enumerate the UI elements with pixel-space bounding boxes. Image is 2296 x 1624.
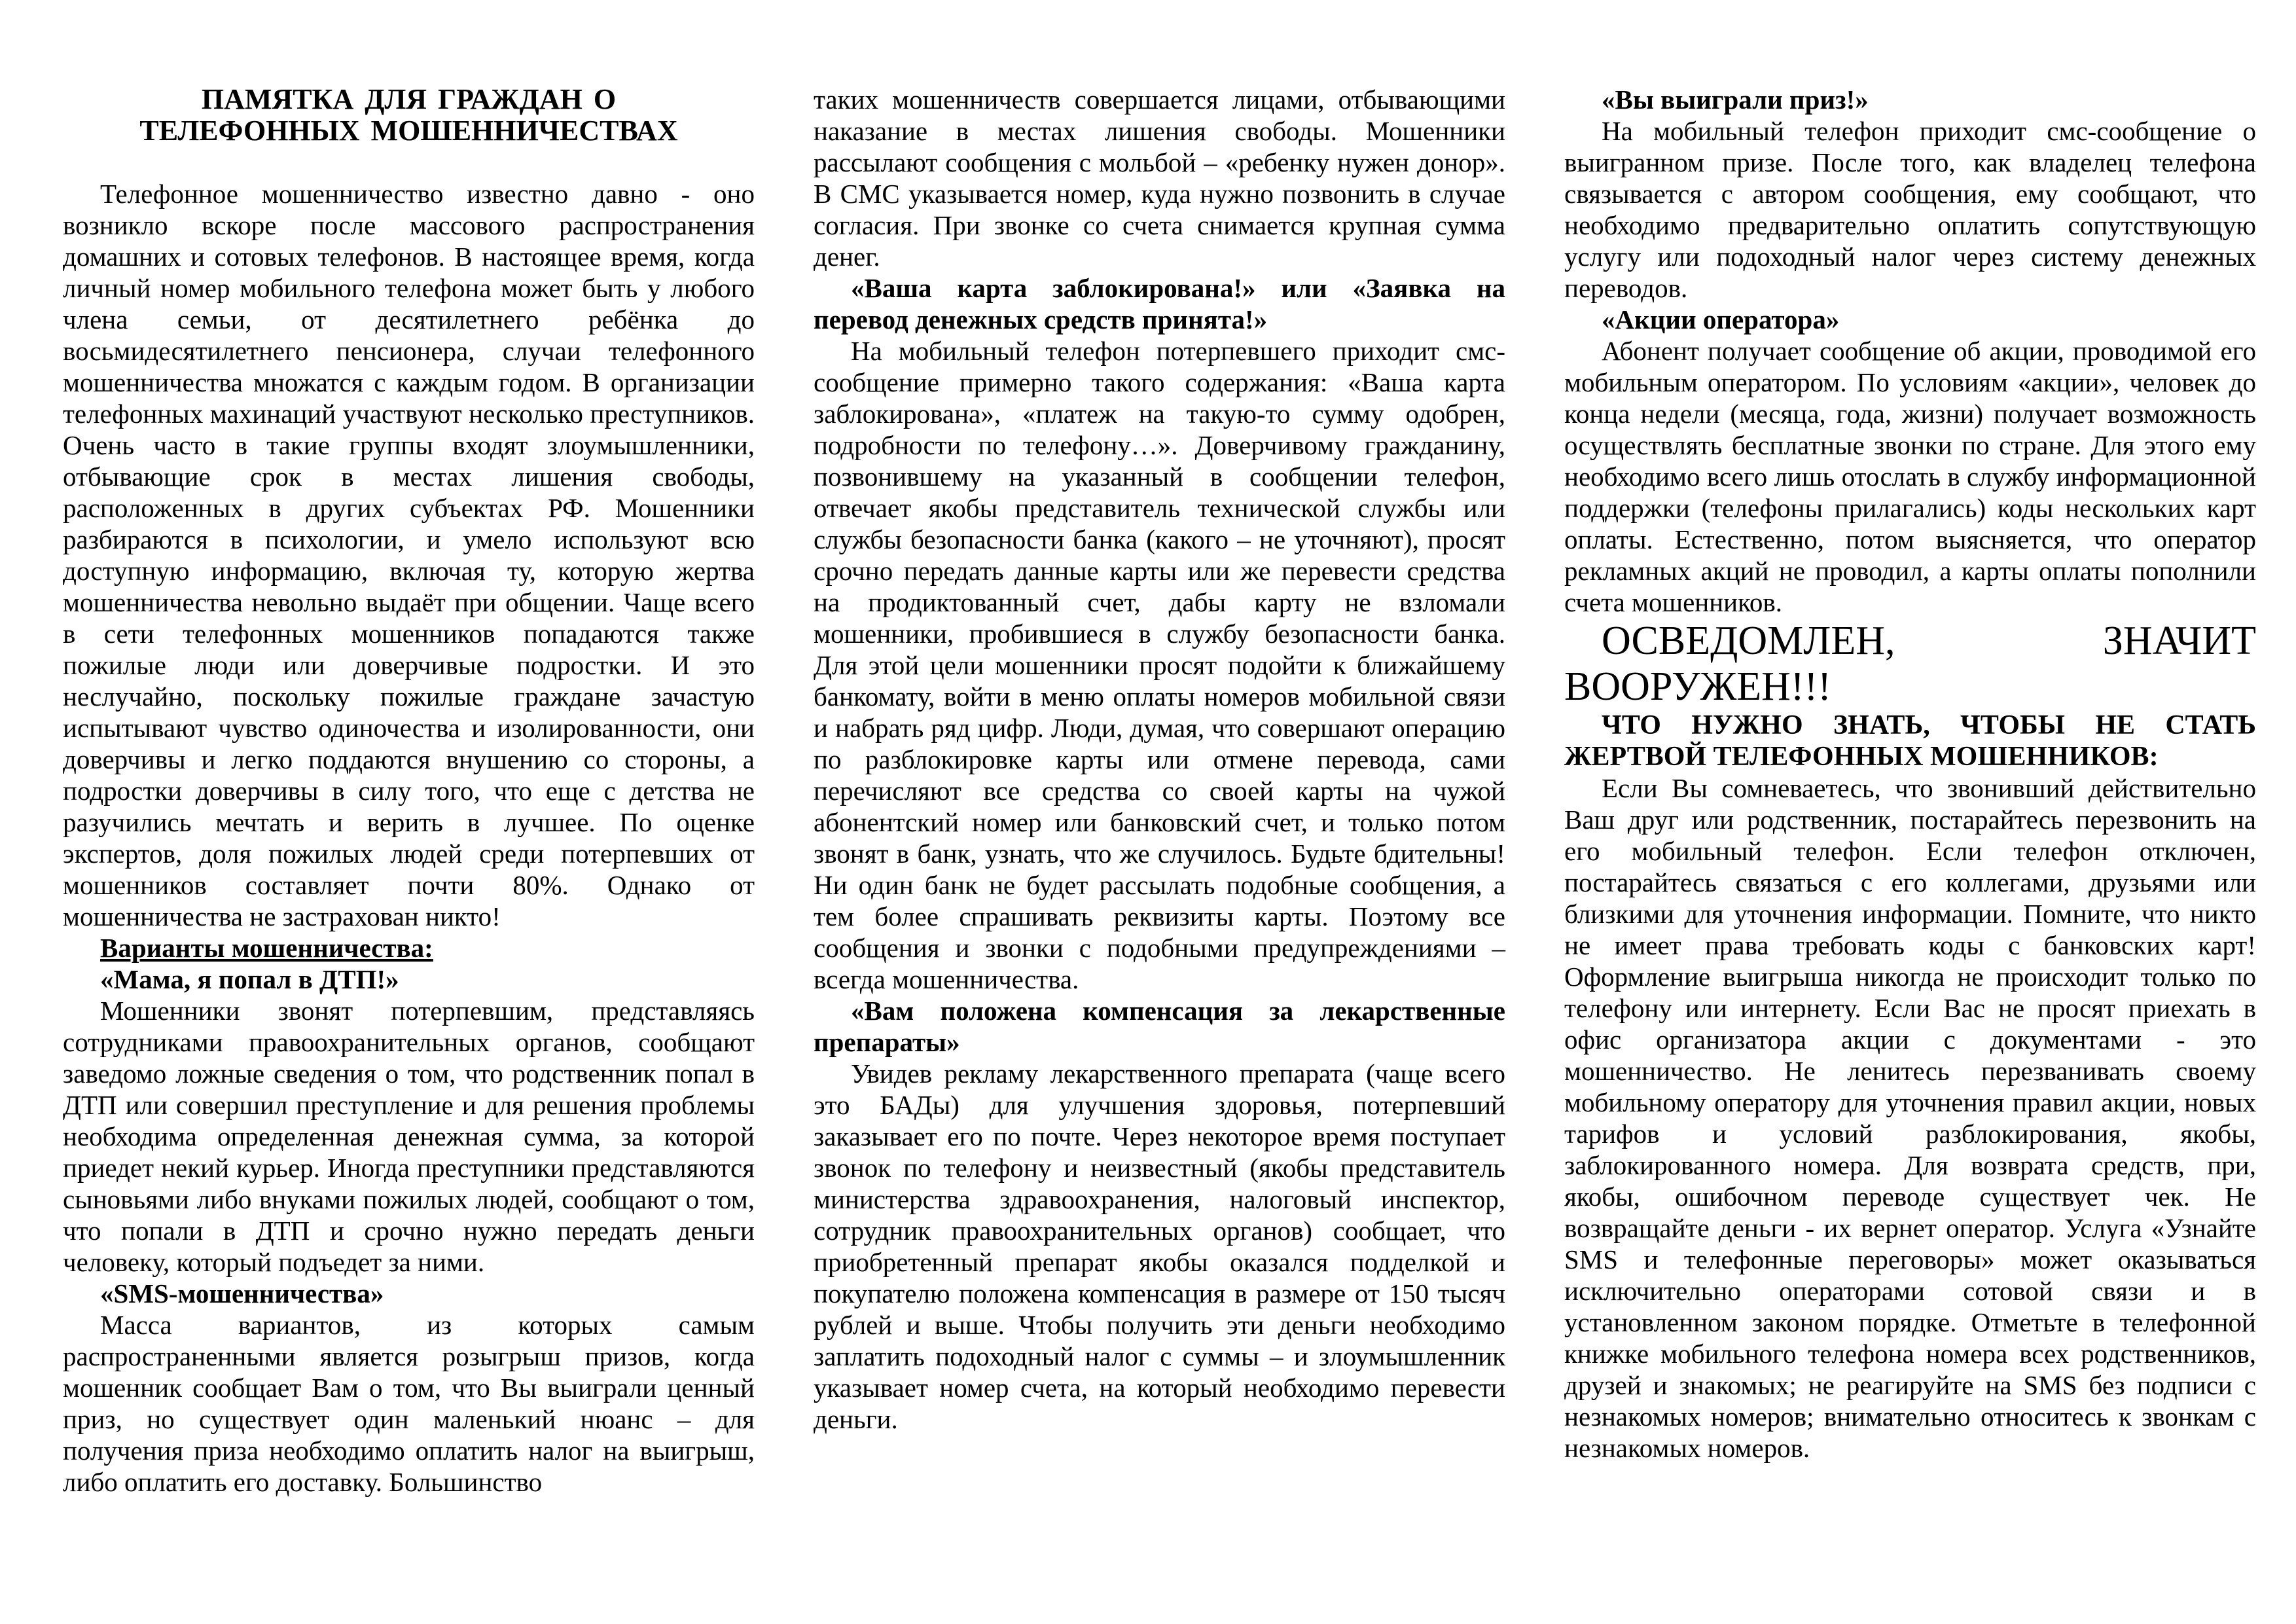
intro-paragraph: Телефонное мошенничество известно давно - оно возникло вскоре после массового распространения домашних и сотовых телефонов. В настоящее время, когда личный номер мобильного телефона может быть у любого члена семьи, от десятилетнего ребёнка до восьмидесятилетнего пенсионера, случаи телефонного мошенничества множатся с каждым годом. В организации телефонных махинаций участвуют несколько преступников. Очень часто в такие группы входят злоумышленники, отбывающие срок в местах лишения свободы, расположенных в других субъектах РФ. Мошенники разбираются в психологии, и умело используют всю доступную информацию, включая ту, которую жертва мошенничества невольно выдаёт при общении. Чаще всего в сети телефонных мошенников попадаются также пожилые люди или доверчивые подростки. И это неслучайно, поскольку пожилые граждане зачастую испытывают чувство одиночества и изолированности, они доверчивы и легко поддаются внушению со стороны, а подростки доверчивы в силу того, что еще с детства не разучились мечтать и верить в лучшее. По оценке экспертов, доля пожилых людей среди потерпевших от мошенников составляет почти 80%. Однако от мошенничества не застрахован никто! <box>63 179 755 931</box>
prize-paragraph: На мобильный телефон приходит смс-сообщение о выигранном призе. После того, как владелец телефона связывается с автором сообщения, ему сообщают, что необходимо предварительно оплатить сопутствующую услугу или подоходный налог через систему денежных переводов. <box>1564 116 2256 303</box>
column-2 <box>814 84 1505 1598</box>
page-title-line-1: ПАМЯТКА ДЛЯ ГРАЖДАН О <box>201 83 617 115</box>
card-blocked-paragraph: На мобильный телефон потерпевшего приходит смс-сообщение примерно такого содержания: «Ваша карта заблокирована», «платеж на такую-то сумму одобрен, подробности по телефону…». Доверчивому гражданину, позвонившему на указанный в сообщении телефон, отвечает якобы представитель технической службы или службы безопасности банка (какого – не уточняют), просят срочно передать данные карты или же перевести средства на продиктованный счет, дабы карту не взломали мошенники, пробившиеся в службу безопасности банка. Для этой цели мошенники просят подойти к ближайшему банкомату, войти в меню оплаты номеров мобильной связи и набрать ряд цифр. Люди, думая, что совершают операцию по разблокировке карты или отмене перевода, сами перечисляют все средства со своей карты на чужой абонентский номер или банковский счет, и только потом звонят в банк, узнать, что же случилось. Будьте бдительны! Ни один банк не будет рассылать подобные сообщения, а тем более спрашивать реквизиты карты. Поэтому все сообщения и звонки с подобными предупреждениями – всегда мошенничества. <box>814 336 1505 994</box>
compensation-paragraph: Увидев рекламу лекарственного препарата (чаще всего это БАДы) для улучшения здоровья, потерпевший заказывает его по почте. Через некоторое время поступает звонок по телефону и неизвестный (якобы представитель министерства здравоохранения, налоговый инспектор, сотрудник правоохранительных органов) сообщает, что приобретенный препарат якобы оказался подделкой и покупателю положена компенсация в размере от 150 тысяч рублей и выше. Чтобы получить эти деньги необходимо заплатить подоходный налог с суммы – и злоумышленник указывает номер счета, на который необходимо перевести деньги. <box>814 1058 1505 1434</box>
what-to-know-paragraph: Если Вы сомневаетесь, что звонивший действительно Ваш друг или родственник, постарайтесь перезвонить на его мобильный телефон. Если телефон отключен, постарайтесь связаться с его коллегами, друзьями или близкими для уточнения информации. Помните, что никто не имеет права требовать коды с банковских карт! Оформление выигрыша никогда не происходит только по телефону или интернету. Если Вас не просят приехать в офис организатора акции с документами - это мошенничество. Не ленитесь перезванивать своему мобильному оператору для уточнения правил акции, новых тарифов и условий разблокирования, якобы, заблокированного номера. Для возврата средств, при, якобы, ошибочном переводе существует чек. Не возвращайте деньги - их вернет оператор. Услуга «Узнайте SMS и телефонные переговоры» может оказываться исключительно операторами сотовой связи и в установленном законом порядке. Отметьте в телефонной книжке мобильного телефона номера всех родственников, друзей и знакомых; не реагируйте на SMS без подписи с незнакомых номеров; внимательно относитесь к звонкам с незнакомых номеров. <box>1564 773 2256 1463</box>
dtp-heading: «Мама, я попал в ДТП!» <box>100 964 399 994</box>
card-blocked-heading: «Ваша карта заблокирована!» или «Заявка на перевод денежных средств принята!» <box>814 273 1505 334</box>
sms-fraud-paragraph: Масса вариантов, из которых самым распространенными является розыгрыш призов, когда мошенник сообщает Вам о том, что Вы выиграли ценный приз, но существует один маленький нюанс – для получения приза необходимо оплатить налог на выигрыш, либо оплатить его доставку. Большинство <box>63 1310 755 1497</box>
prize-heading: «Вы выиграли приз!» <box>1602 84 1869 115</box>
slogan: ОСВЕДОМЛЕН, ЗНАЧИТ ВООРУЖЕН!!! <box>1564 619 2256 709</box>
sms-fraud-heading: «SMS-мошенничества» <box>100 1278 384 1308</box>
column-1 <box>63 84 755 1598</box>
what-to-know-heading: ЧТО НУЖНО ЗНАТЬ, ЧТОБЫ НЕ СТАТЬ ЖЕРТВОЙ ТЕЛЕФОННЫХ МОШЕННИКОВ: <box>1564 710 2256 772</box>
operator-promo-paragraph: Абонент получает сообщение об акции, проводимой его мобильным оператором. По условиям «акции», человек до конца недели (месяца, года, жизни) получает возможность осуществлять бесплатные звонки по стране. Для этого ему необходимо всего лишь отослать в службу информационной поддержки (телефоны прилагались) коды нескольких карт оплаты. Естественно, потом выясняется, что оператор рекламных акций не проводил, а карты оплаты пополнили счета мошенников. <box>1564 336 2256 617</box>
operator-promo-heading: «Акции оператора» <box>1602 304 1840 334</box>
sms-fraud-paragraph-continuation: таких мошенничеств совершается лицами, отбывающими наказание в местах лишения свободы. Мошенники рассылают сообщения с мольбой – «ребенку нужен донор». В СМС указывается номер, куда нужно позвонить в случае согласия. При звонке со счета снимается крупная сумма денег. <box>814 84 1505 272</box>
column-3 <box>1564 84 2256 1598</box>
dtp-paragraph: Мошенники звонят потерпевшим, представляясь сотрудниками правоохранительных органов, сообщают заведомо ложные сведения о том, что родственник попал в ДТП или совершил преступление и для решения проблемы необходима определенная денежная сумма, за которой приедет некий курьер. Иногда преступники представляются сыновьями либо внуками пожилых людей, сообщают о том, что попали в ДТП и срочно нужно передать деньги человеку, который подъедет за ними. <box>63 996 755 1277</box>
page-title <box>63 84 755 147</box>
page-title-line-2: ТЕЛЕФОННЫХ МОШЕННИЧЕСТВАХ <box>139 115 678 147</box>
compensation-heading: «Вам положена компенсация за лекарственные препараты» <box>814 996 1505 1057</box>
variants-heading: Варианты мошенничества: <box>100 933 433 963</box>
